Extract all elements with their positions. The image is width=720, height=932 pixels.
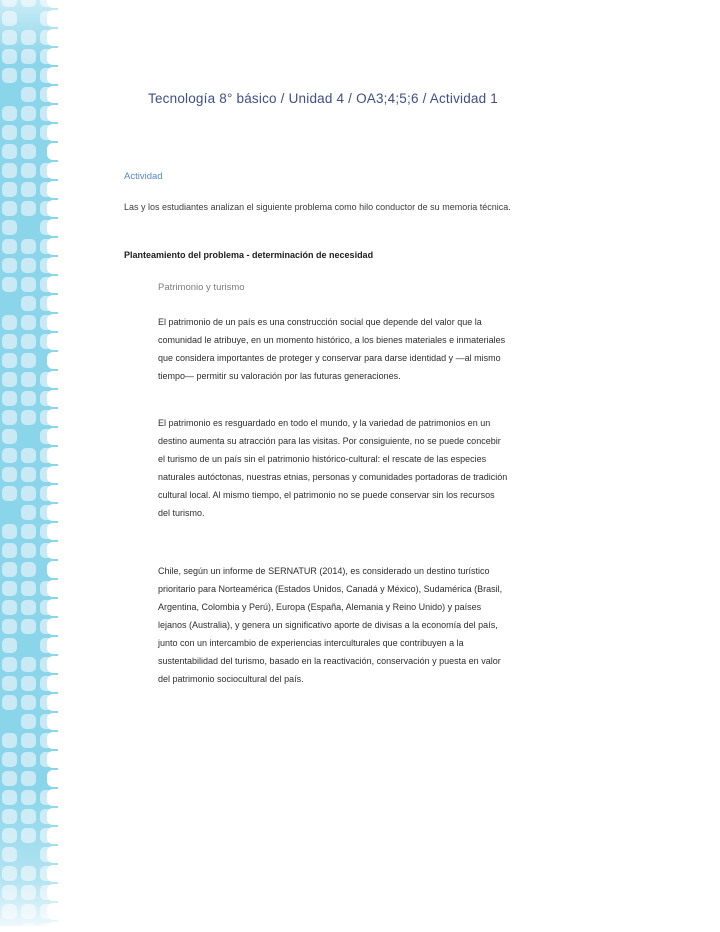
problem-statement-heading: Planteamiento del problema - determinación de necesidad (124, 250, 374, 260)
intro-paragraph: Las y los estudiantes analizan el siguiente problema como hilo conductor de su memoria técnica. (124, 202, 511, 212)
section-subheading: Patrimonio y turismo (158, 282, 245, 293)
body-paragraph: El patrimonio de un país es una construcción social que depende del valor que la comunidad le atribuye, en un momento histórico, a los bienes materiales e inmateriales que considera importantes de proteger y conservar para darse identidad y —al mismo tiempo— permitir su valoración por las futuras generaciones. (158, 317, 506, 381)
body-paragraph: Chile, según un informe de SERNATUR (2014), es considerado un destino turístico prioritario para Norteamérica (Estados Unidos, Canadá y México), Sudamérica (Brasil, Argentina, Colombia y Perú), Europa (España, Alemania y Reino Unido) y países lejanos (Australia), y genera un significativo aporte de divisas a la economía del país, junto con un intercambio de experiencias interculturales que contribuyen a la sustentabilidad del turismo, basado en la reactivación, conservación y puesta en valor del patrimonio sociocultural del país. (158, 566, 503, 684)
page-title: Tecnología 8° básico / Unidad 4 / OA3;4;5;6 / Actividad 1 (148, 91, 499, 106)
body-paragraph: El patrimonio es resguardado en todo el mundo, y la variedad de patrimonios en un destino aumenta su atracción para las visitas. Por consiguiente, no se puede concebir el turismo de un país sin el patrimonio histórico-cultural: el rescate de las especies naturales autóctonas, nuestras etnias, personas y comunidades portadoras de tradición cultural local. Al mismo tiempo, el patrimonio no se puede conservar sin los recursos del turismo. (158, 418, 508, 518)
activity-label: Actividad (124, 171, 163, 182)
